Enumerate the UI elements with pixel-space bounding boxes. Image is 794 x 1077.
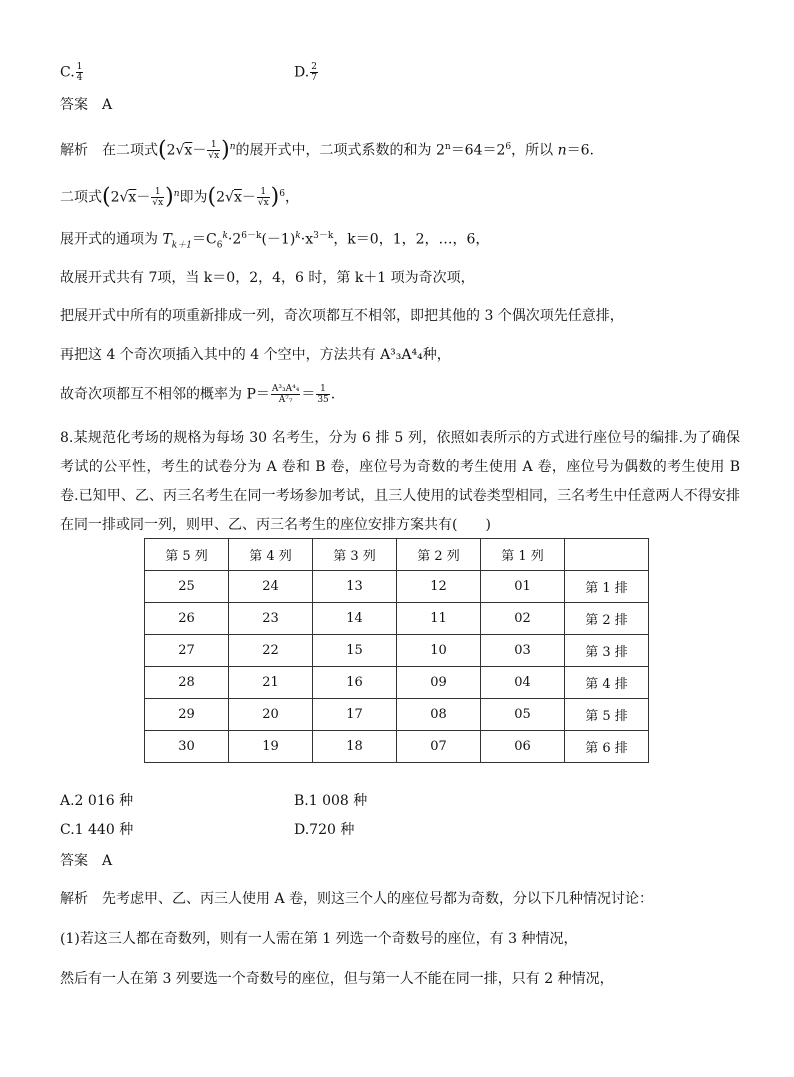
- analysis-1-text: ，所以: [511, 142, 558, 159]
- analysis-1-line-6: 再把这 4 个奇次项插入其中的 4 个空中，方法共有 A³₃A⁴₄种，: [60, 347, 451, 363]
- option-d: [294, 62, 319, 83]
- table-cell: 20: [229, 699, 313, 731]
- table-cell: 第 4 排: [565, 667, 649, 699]
- option-d-numerator: 2: [311, 62, 317, 72]
- table-cell: 03: [481, 635, 565, 667]
- table-cell: 25: [145, 571, 229, 603]
- analysis-1-text: ＝6.: [566, 142, 594, 159]
- table-cell: 18: [313, 731, 397, 763]
- option-d-fraction: [310, 62, 318, 83]
- table-row: [145, 571, 649, 603]
- analysis-1-line-1: 解析 在二项式(2√x－ $\frac{1}{√x}$ )$^n$的展开式中，二项式系数的和为 $2^n=64=2^6$，所以 n＝6.: [60, 137, 594, 163]
- analysis-1-text: ＝C: [191, 231, 217, 248]
- table-row: [145, 635, 649, 667]
- table-row: [145, 731, 649, 763]
- table-cell: 第 2 排: [565, 603, 649, 635]
- table-cell: 22: [229, 635, 313, 667]
- table-cell: 13: [313, 571, 397, 603]
- table-cell: 10: [397, 635, 481, 667]
- table-cell: 17: [313, 699, 397, 731]
- answer-2: [60, 851, 112, 871]
- seat-table: [144, 538, 649, 763]
- analysis-1-exponent: n: [444, 142, 451, 152]
- answer-1-value: A: [102, 97, 113, 113]
- table-cell: 16: [313, 667, 397, 699]
- table-header-cell: 第 4 列: [229, 539, 313, 571]
- analysis-1-text: ＝: [301, 386, 316, 403]
- table-cell: 01: [481, 571, 565, 603]
- option-c-fraction: [76, 62, 84, 83]
- table-header-row: [145, 539, 649, 571]
- analysis-1-text: 展开式的通项为: [60, 231, 163, 248]
- table-cell: 27: [145, 635, 229, 667]
- analysis-1-text: 的展开式中，二项式系数的和为 2: [235, 142, 445, 159]
- table-cell: 09: [397, 667, 481, 699]
- analysis-1-text: ·x: [300, 231, 314, 248]
- table-cell: 11: [397, 603, 481, 635]
- option-c-prefix: C.: [60, 64, 75, 81]
- option-d-prefix: D.: [294, 64, 310, 81]
- table-header-cell: 第 2 列: [397, 539, 481, 571]
- answer-1: [60, 95, 112, 115]
- analysis-1-line-5: 把展开式中所有的项重新排成一列，奇次项都互不相邻，即把其他的 3 个偶次项先任意排，: [60, 308, 624, 324]
- analysis-1-text: 故奇次项都互不相邻的概率为 P＝: [60, 386, 270, 403]
- table-cell: 04: [481, 667, 565, 699]
- option-c-numerator: 1: [76, 62, 83, 72]
- analysis-1-text: 即为: [179, 189, 208, 206]
- option-c-8: C.1 440 种: [60, 822, 134, 838]
- option-b-8: B.1 008 种: [294, 793, 368, 809]
- option-d-denominator: 7: [311, 73, 317, 83]
- probability-numerator: A³₃A⁴₄: [271, 384, 300, 394]
- probability-result: [316, 384, 329, 405]
- table-cell: 14: [313, 603, 397, 635]
- table-cell: 28: [145, 667, 229, 699]
- table-cell: 第 3 排: [565, 635, 649, 667]
- probability-fraction: [271, 384, 300, 405]
- analysis-1-variable: n: [557, 142, 567, 159]
- analysis-1-text: ＝64＝2: [450, 142, 506, 159]
- analysis-2-line-1: 解析 先考虑甲、乙、丙三人使用 A 卷，则这三个人的座位号都为奇数，分以下几种情况讨论：: [60, 891, 654, 907]
- option-c-denominator: 4: [76, 73, 83, 83]
- analysis-1-label: 解析: [60, 142, 88, 159]
- table-cell: 第 5 排: [565, 699, 649, 731]
- analysis-1-text: 二项式: [60, 189, 102, 206]
- result-denominator: 35: [317, 395, 329, 405]
- table-cell: 19: [229, 731, 313, 763]
- table-cell: 08: [397, 699, 481, 731]
- table-cell: 30: [145, 731, 229, 763]
- analysis-1-text: .: [330, 386, 336, 403]
- analysis-1-line-3: 展开式的通项为 $T_{k+1}=C_6^k\cdot 2^{6-k}(-1)^k\cdot x^{3-k}$，k＝0，1，2，…，6，: [60, 231, 490, 251]
- table-cell: 23: [229, 603, 313, 635]
- analysis-2-line-2: (1)若这三人都在奇数列，则有一人需在第 1 列选一个奇数号的座位，有 3 种情况，: [60, 931, 578, 947]
- analysis-1-text: ·2: [227, 231, 242, 248]
- answer-2-value: A: [102, 853, 113, 869]
- table-cell: 15: [313, 635, 397, 667]
- table-header-cell: 第 1 列: [481, 539, 565, 571]
- table-row: [145, 667, 649, 699]
- table-cell: 05: [481, 699, 565, 731]
- table-row: [145, 699, 649, 731]
- question-8-text: 8.某规范化考场的规格为每场 30 名考生，分为 6 排 5 列，依照如表所示的方式进行座位号的编排.为了确保考试的公平性，考生的试卷分为 A 卷和 B 卷，座位号为奇数的考生使用 A 卷，座位号为偶数的考生使用 B 卷.已知甲、乙、丙三名考生在同一考场参加考试，且三人使用的试卷类型相同，三名考生中任意两人不得安排在同一排或同一列，则甲、乙、丙三名考生的座位安排方案共有( ): [60, 430, 740, 533]
- table-cell: 第 1 排: [565, 571, 649, 603]
- table-header-cell: 第 5 列: [145, 539, 229, 571]
- table-cell: 21: [229, 667, 313, 699]
- analysis-1-text: 在二项式: [102, 142, 158, 159]
- analysis-1-text: ，: [285, 189, 299, 206]
- answer-1-label: 答案: [60, 97, 88, 113]
- table-cell: 24: [229, 571, 313, 603]
- table-header-cell: 第 3 列: [313, 539, 397, 571]
- option-a-8: A.2 016 种: [60, 793, 134, 809]
- analysis-1-line-4: 故展开式共有 7项，当 k＝0，2，4，6 时，第 k＋1 项为奇次项，: [60, 270, 475, 286]
- analysis-1-line-7: [60, 384, 335, 405]
- analysis-1-exponent: 6: [505, 142, 512, 152]
- analysis-1-text: ，k＝0，1，2，…，6，: [333, 231, 490, 248]
- probability-denominator: A⁷₇: [278, 395, 293, 405]
- analysis-2-line-3: 然后有一人在第 3 列要选一个奇数号的座位，但与第一人不能在同一排，只有 2 种情况，: [60, 971, 614, 987]
- answer-2-label: 答案: [60, 853, 88, 869]
- option-d-8: D.720 种: [294, 822, 355, 838]
- table-cell: 06: [481, 731, 565, 763]
- analysis-1-line-2: 二项式(2√x－ $\frac{1}{√x}$ )$^n$即为(2√x－ $\frac{1}{√x}$ )$^6$，: [60, 184, 299, 210]
- option-c: [60, 62, 84, 83]
- table-cell: 29: [145, 699, 229, 731]
- analysis-1-text: (－1): [261, 231, 296, 248]
- table-header-cell: [565, 539, 649, 571]
- table-cell: 02: [481, 603, 565, 635]
- table-cell: 第 6 排: [565, 731, 649, 763]
- table-cell: 12: [397, 571, 481, 603]
- result-numerator: 1: [316, 384, 329, 395]
- table-row: [145, 603, 649, 635]
- table-cell: 07: [397, 731, 481, 763]
- table-cell: 26: [145, 603, 229, 635]
